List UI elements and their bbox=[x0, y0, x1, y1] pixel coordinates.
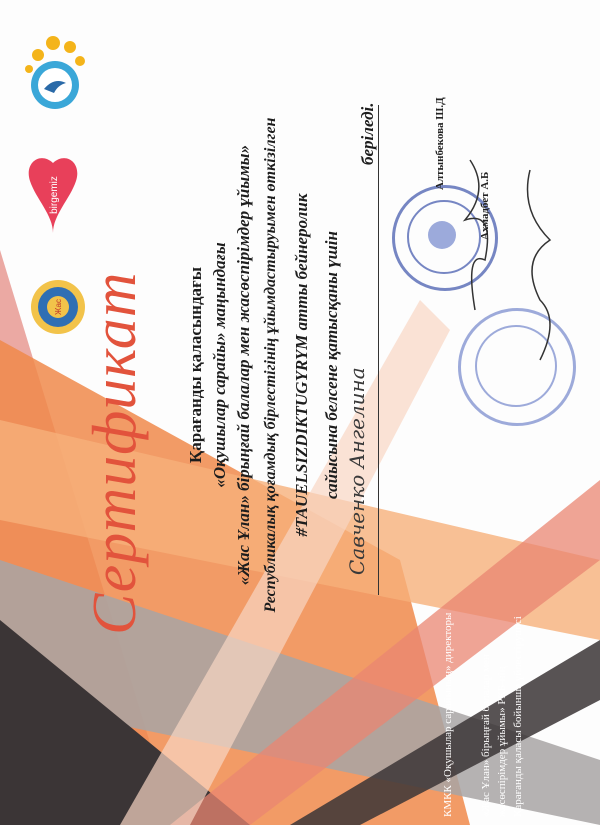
signer-2-name: Ахмадбет А.Б bbox=[479, 171, 491, 240]
recipient-underline bbox=[378, 105, 379, 595]
certificate-title: Сертификат bbox=[81, 271, 149, 635]
text-line-4: Республикалық қоғамдық бірлестігінің ұйымдастыруымен өткізілген bbox=[262, 117, 279, 613]
text-line-5: #TAUELSIZDIKTUGYRYM атты бейнеролик bbox=[292, 193, 311, 537]
footer-director: КМКК «Оқушылар сарайының» директоры bbox=[442, 612, 454, 817]
footer-coordinator-2: жасөспірімдер ұйымы» РҚБ-нің bbox=[496, 666, 508, 817]
footer-coordinator-3: Қарағанды қаласы бойынша үйлестірушісі bbox=[512, 616, 524, 817]
signer-1-name: Алтынбекова Ш.Д bbox=[434, 97, 446, 190]
awarded-label: беріледі. bbox=[358, 102, 377, 165]
text-line-2: «Оқушылар сарайы» маңындағы bbox=[210, 242, 229, 488]
footer-coordinator-1: «Жас Ұлан» бірыңғай балалар мен bbox=[480, 654, 492, 817]
recipient-name: Савченко Ангелина bbox=[345, 367, 369, 575]
text-line-1: Қарағанды қаласындағы bbox=[186, 266, 205, 464]
jas-emblem-label: Жас bbox=[54, 299, 63, 315]
text-line-3: «Жас Ұлан» бірыңғай балалар мен жасөспірімдер ұйымы» bbox=[234, 144, 253, 586]
birgemiz-label: birgemiz bbox=[49, 176, 60, 214]
text-line-6: сайысына белсене қатысқаны үшін bbox=[322, 231, 341, 499]
